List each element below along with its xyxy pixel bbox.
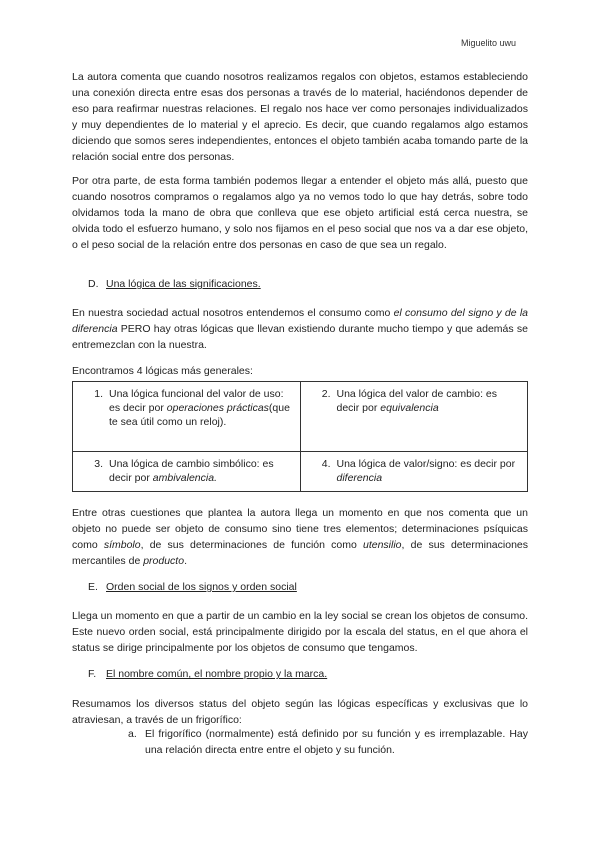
header-author: Miguelito uwu — [460, 38, 516, 48]
logica-cell-2 — [300, 382, 528, 452]
paragraph-resumamos: Resumamos los diversos status del objeto según las lógicas específicas y exclusivas que lo atraviesan, a través de un frigorífico: — [72, 698, 528, 726]
sublist-item — [128, 726, 528, 758]
heading-e — [88, 579, 297, 595]
p5-text-g: . — [184, 555, 187, 567]
logica-after: (que te sea útil como un reloj). — [109, 402, 290, 428]
logica-text: Una lógica del valor de cambio: es decir por — [336, 388, 498, 414]
p5-simbolo: símbolo — [103, 539, 141, 551]
paragraph-consumo — [72, 305, 528, 353]
logica-number: 4. — [321, 458, 331, 470]
p5-text-a: Entre otras cuestiones que plantea la autora llega un momento en que nos comenta que un objeto no puede ser objeto de consumo sino tiene tres elementos; determinaciones psíquicas como — [72, 507, 528, 551]
logica-number: 1. — [94, 388, 103, 400]
heading-d-title: Una lógica de las significaciones. — [106, 278, 261, 290]
logica-emphasis: equivalencia — [380, 402, 439, 414]
logica-text: Una lógica de cambio simbólico: es decir por — [109, 458, 274, 484]
paragraph-encontramos: Encontramos 4 lógicas más generales: — [72, 365, 253, 377]
logica-cell-1 — [73, 382, 301, 452]
logica-number: 2. — [321, 388, 331, 400]
paragraph-orden-social: Llega un momento en que a partir de un cambio en la ley social se crean los objetos de consumo. Este nuevo orden social, está principalmente dirigido por la escala del status, en el que ahora el status se dirige principalmente por los objetos de consumo que tengamos. — [72, 610, 528, 654]
p3-emphasis: el consumo del signo y de la diferencia — [72, 307, 528, 335]
heading-f-title: El nombre común, el nombre propio y la marca. — [106, 668, 328, 680]
heading-e-title: Orden social de los signos y orden social — [106, 581, 297, 593]
p5-text-c: , de sus determinaciones de función como — [140, 539, 363, 551]
logica-text: Una lógica de valor/signo: es decir por — [336, 458, 516, 470]
logica-number: 3. — [94, 458, 103, 470]
p5-utensilio: utensilio — [362, 539, 402, 551]
logica-cell-3 — [73, 452, 301, 492]
heading-e-letter: E. — [88, 581, 98, 593]
logica-emphasis: ambivalencia. — [152, 472, 217, 484]
heading-d-letter: D. — [88, 278, 99, 290]
logica-emphasis: operaciones prácticas — [166, 402, 269, 414]
heading-d — [88, 276, 261, 292]
paragraph-regalos: La autora comenta que cuando nosotros realizamos regalos con objetos, estamos estableciendo una conexión directa entre esas dos personas a través de lo material, haciéndonos depender de eso para reafirmar nuestras relaciones. El regalo nos hace ver como personajes individualizados y muy dependientes de lo material y el aprecio. Es decir, que cuando regalamos algo estamos diciendo que somos seres independientes, entonces el objeto también acaba tomando parte de la relación social entre dos personas. — [72, 71, 528, 163]
sublist-number: a. — [128, 728, 137, 740]
p5-text-e: , de sus determinaciones mercantiles de — [72, 539, 528, 567]
logicas-table — [72, 381, 528, 492]
p3-text-c: PERO hay otras lógicas que llevan existiendo durante mucho tiempo y que además se entremezclan con la nuestra. — [72, 323, 528, 351]
heading-f-letter: F. — [88, 668, 97, 680]
paragraph-elementos — [72, 505, 528, 569]
p3-text-a: En nuestra sociedad actual nosotros entendemos el consumo como — [72, 307, 394, 319]
paragraph-otra-parte: Por otra parte, de esta forma también podemos llegar a entender el objeto más allá, puesto que cuando nosotros compramos o regalamos algo ya no vemos todo lo que hay detrás, sobre todo olvidamos toda la mano de obra que conlleva que ese objeto artificial está cerca nuestra, se olvida todo el esfuerzo humano, y solo nos fijamos en el peso social que nos va a dar ese objeto, o el peso social de la relación entre dos personas en caso de que sea un regalo. — [72, 175, 528, 251]
logica-text: Una lógica funcional del valor de uso: es decir por — [109, 388, 284, 414]
sublist-text: El frigorífico (normalmente) está definido por su función y es irremplazable. Hay una relación directa entre entre el objeto y su función. — [145, 728, 528, 756]
heading-f — [88, 666, 327, 682]
logica-emphasis: diferencia — [336, 472, 383, 484]
p5-producto: producto — [143, 555, 185, 567]
logica-cell-4 — [300, 452, 528, 492]
